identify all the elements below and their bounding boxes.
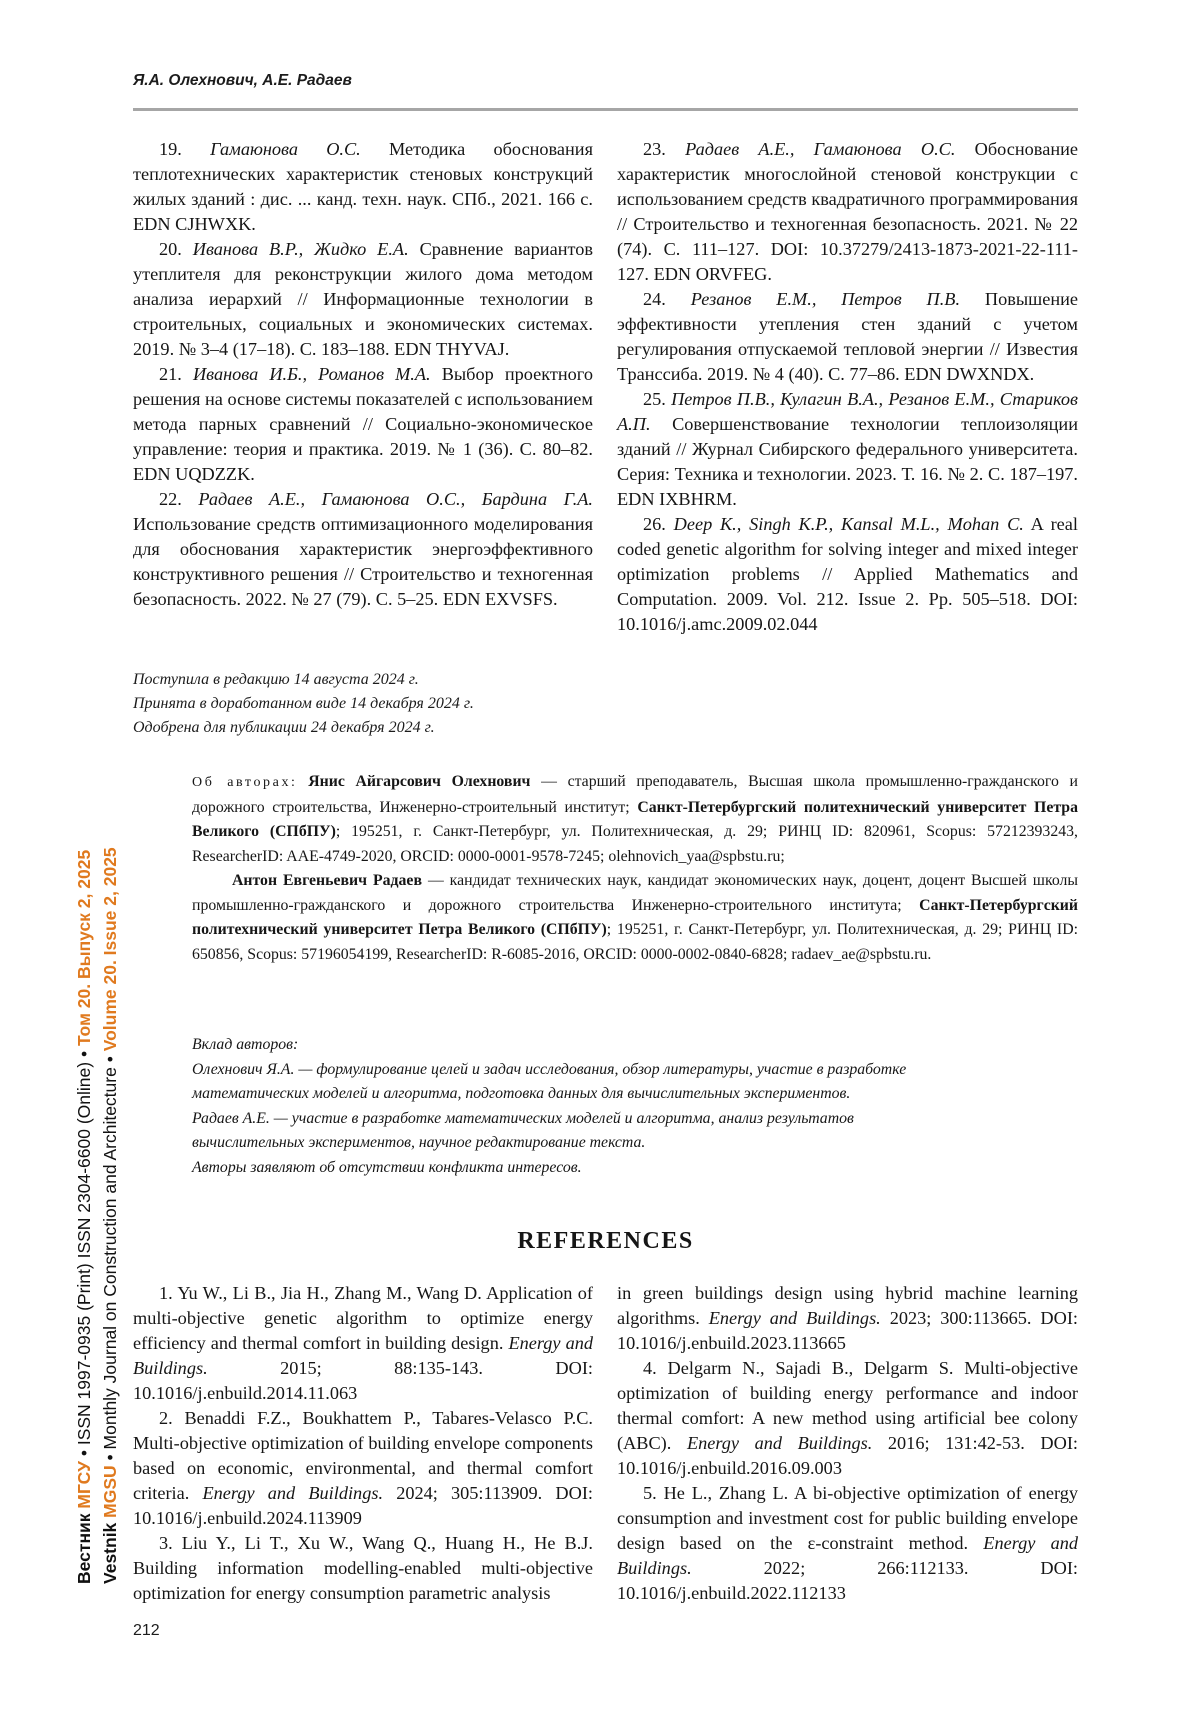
reference-en-4: 4. Delgarm N., Sajadi B., Delgarm S. Multi-objective optimization of building energy performance and indoor thermal comfort: A new method using artificial bee colony (ABC). Energy and Buildings. 2016; 131:42-53. DOI: 10.1016/j.enbuild.2016.09.003 [617,1358,1078,1478]
reference-23: 23. Радаев А.Е., Гамаюнова О.С. Обоснование характеристик многослойной стеновой конструкции с использованием средств квадратичного программирования // Строительство и техногенная безопасность. 2021. № 22 (74). С. 111–127. DOI: 10.37279/2413-1873-2021-22-111-127. EDN ORVFEG. [617,139,1078,284]
reference-en-2: 2. Benaddi F.Z., Boukhattem P., Tabares-Velasco P.C. Multi-objective optimization of building envelope components based on economic, environmental, and thermal comfort criteria. Energy and Buildings. 2024; 305:113909. DOI: 10.1016/j.enbuild.2024.113909 [133,1408,593,1528]
date-accepted: Одобрена для публикации 24 декабря 2024 г. [133,719,435,736]
page-number: 212 [133,1622,160,1639]
author-olekhnovich: Об авторах: Янис Айгарсович Олехнович — старший преподаватель, Высшая школа промышленно-гражданского и дорожного строительства, Инженерно-строительный институт; Санкт-Петербургский политехнический университет Петра Великого (СПбПУ); 195251, г. Санкт-Петербург, ул. Политехническая, д. 29; РИНЦ ID: 820961, Scopus: 57212393243, ResearcherID: AAE-4749-2020, ORCID: 0000-0001-9578-7245; olehnovich_yaa@spbstu.ru; [192,773,1078,865]
reference-24: 24. Резанов Е.М., Петров П.В. Повышение эффективности утепления стен зданий с учетом регулирования отпускаемой тепловой энергии // Известия Транссиба. 2019. № 4 (40). С. 77–86. EDN DWXNDX. [617,289,1079,384]
reference-19: 19. Гамаюнова О.С. Методика обоснования теплотехнических характеристик стеновых конструкций жилых зданий : дис. ... канд. техн. наук. СПб., 2021. 166 с. EDN CJHWXK. [133,139,593,234]
references-heading: REFERENCES [517,1228,694,1254]
contribution-line: вычислительных экспериментов, научное редактирование текста. [192,1134,646,1151]
reference-20: 20. Иванова В.Р., Жидко Е.А. Сравнение вариантов утеплителя для реконструкции жилого дома методом анализа иерархий // Информационные технологии в строительных, социальных и экономических системах. 2019. № 3–4 (17–18). С. 183–188. EDN THYVAJ. [133,239,593,359]
author-radaev: Антон Евгеньевич Радаев — кандидат технических наук, кандидат экономических наук, доцент, доцент Высшей школы промышленно-гражданского и дорожного строительства Инженерно-строительного института; Санкт-Петербургский политехнический университет Петра Великого (СПбПУ); 195251, г. Санкт-Петербург, ул. Политехническая, д. 29; РИНЦ ID: 650856, Scopus: 57196054199, ResearcherID: R-6085-2016, ORCID: 0000-0002-0840-6828; radaev_ae@spbstu.ru. [192,872,1079,963]
date-revised: Принята в доработанном виде 14 декабря 2024 г. [133,695,474,712]
reference-21: 21. Иванова И.Б., Романов М.А. Выбор проектного решения на основе системы показателей с использованием метода парных сравнений // Социально-экономическое управление: теория и практика. 2019. № 1 (36). С. 80–82. EDN UQDZZK. [133,364,593,484]
references-ru-left-column [133,137,593,612]
conflict-of-interest: Авторы заявляют об отсутствии конфликта интересов. [192,1158,582,1176]
about-authors [192,770,1078,967]
reference-22: 22. Радаев А.Е., Гамаюнова О.С., Бардина Г.А. Использование средств оптимизационного моделирования для обоснования характеристик энергоэффективного конструктивного решения // Строительство и техногенная безопасность. 2022. № 27 (79). С. 5–25. EDN EXVSFS. [133,489,593,609]
about-authors-label: Об авторах: [192,775,298,790]
submission-dates [133,668,833,740]
references-en-right-column [617,1281,1078,1606]
references-ru-right-column [617,137,1078,637]
running-head: Я.А. Олехнович, А.Е. Радаев [133,72,352,89]
reference-en-1: 1. Yu W., Li B., Jia H., Zhang M., Wang D. Application of multi-objective genetic algorithm to optimize energy efficiency and thermal comfort in building design. Energy and Buildings. 2015; 88:135-143. DOI: 10.1016/j.enbuild.2014.11.063 [133,1283,593,1403]
authors-contribution [192,1033,1078,1180]
reference-26: 26. Deep K., Singh K.P., Kansal M.L., Mohan C. A real coded genetic algorithm for solving integer and mixed integer optimization problems // Applied Mathematics and Computation. 2009. Vol. 212. Issue 2. Pp. 505–518. DOI: 10.1016/j.amc.2009.02.044 [617,514,1078,634]
references-en-left-column [133,1281,593,1606]
side-banner-line-en: Vestnik MGSU • Monthly Journal on Construction and Architecture • Volume 20. Issue 2, 2025 [100,847,120,1584]
journal-side-banner [71,754,127,1584]
date-received: Поступила в редакцию 14 августа 2024 г. [133,671,419,688]
contribution-line: Радаев А.Е. — участие в разработке математических моделей и алгоритма, анализ результатов [192,1109,854,1127]
reference-25: 25. Петров П.В., Кулагин В.А., Резанов Е.М., Стариков А.П. Совершенствование технологии теплоизоляции зданий // Журнал Сибирского федерального университета. Серия: Техника и технологии. 2023. Т. 16. № 2. С. 187–197. EDN IXBHRM. [617,389,1078,509]
reference-en-5: 5. He L., Zhang L. A bi-objective optimization of energy consumption and investment cost for public building envelope design based on the ε-constraint method. Energy and Buildings. 2022; 266:112133. DOI: 10.1016/j.enbuild.2022.112133 [617,1483,1078,1603]
contribution-line: Олехнович Я.А. — формулирование целей и задач исследования, обзор литературы, участие в разработке [192,1060,907,1078]
reference-en-3: 3. Liu Y., Li T., Xu W., Wang Q., Huang H., He B.J. Building information modelling-enabled multi-objective optimization for energy consumption parametric analysis [133,1533,593,1603]
side-banner-line-ru: Вестник МГСУ • ISSN 1997-0935 (Print) ISSN 2304-6600 (Online) • Том 20. Выпуск 2, 2025 [74,849,94,1584]
contribution-line: математических моделей и алгоритма, подготовка данных для вычислительных экспериментов. [192,1085,851,1102]
contribution-heading: Вклад авторов: [192,1036,299,1053]
header-rule [133,108,1078,111]
reference-en-3-continued: in green buildings design using hybrid machine learning algorithms. Energy and Buildings. 2023; 300:113665. DOI: 10.1016/j.enbuild.2023.113665 [617,1283,1078,1353]
